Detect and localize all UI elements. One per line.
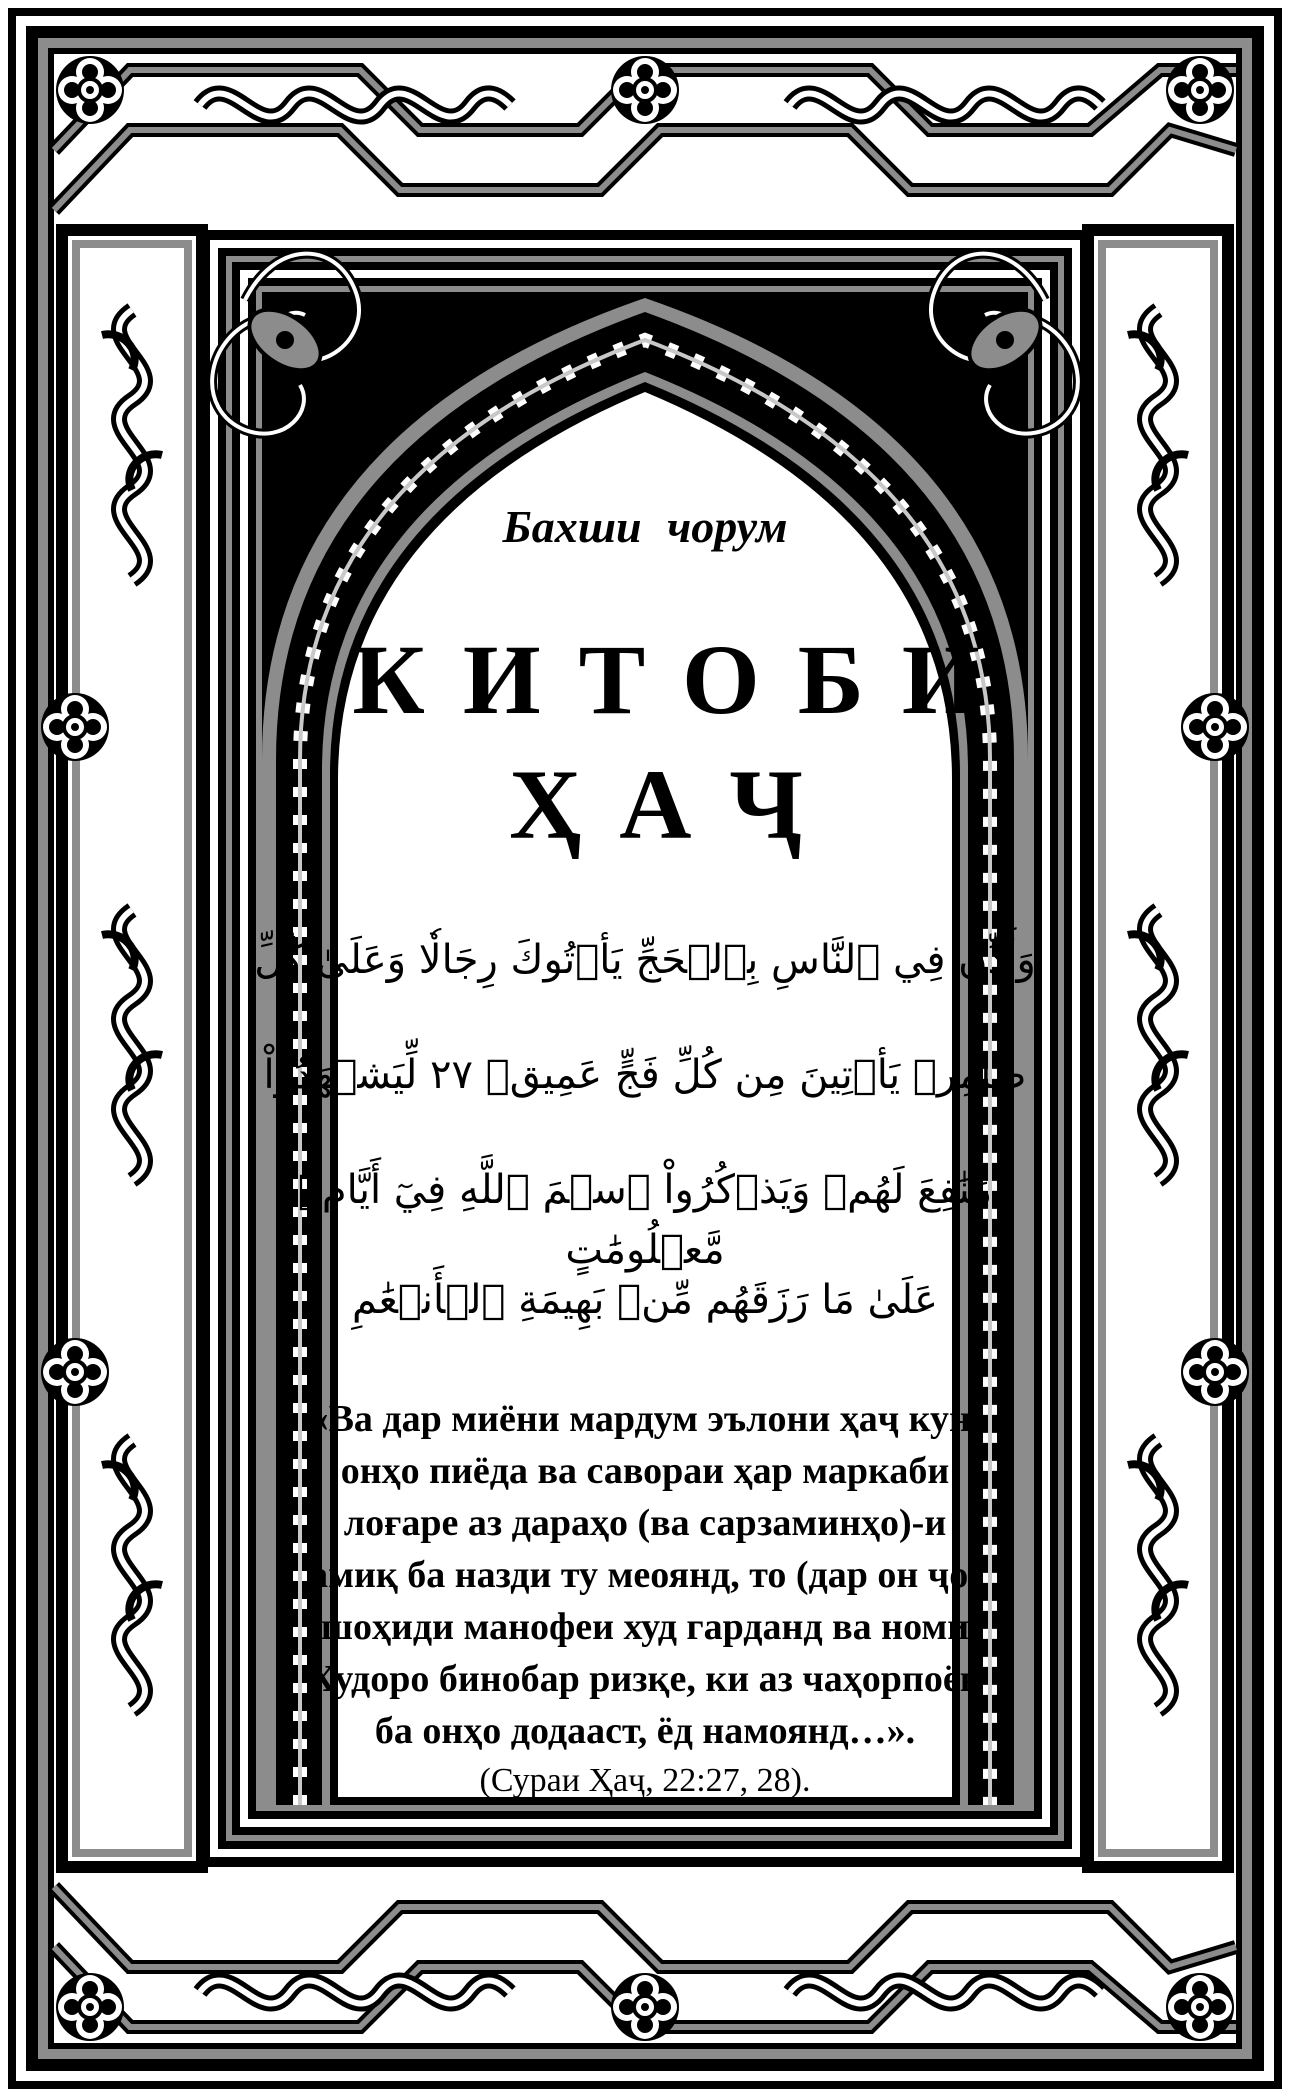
arabic-verse-line: وَأَذِّن فِي ٱلنَّاسِ بِٱلۡحَجِّ يَأۡتُوكَ رِجَالٗا وَعَلَىٰ كُلِّ bbox=[254, 937, 1036, 983]
section-subtitle: Бахши чорум bbox=[502, 501, 788, 552]
verse-source-reference: (Сураи Ҳаҷ, 22:27, 28). bbox=[479, 1762, 811, 1799]
translation-line: онҳо пиёда ва савораи ҳар маркаби bbox=[340, 1450, 950, 1492]
translation-line: лоғаре аз дараҳо (ва сарзаминҳо)-и bbox=[343, 1502, 947, 1544]
translation-line: амиқ ба назди ту меоянд, то (дар он ҷо) bbox=[309, 1554, 981, 1596]
translation-line: Худоро бинобар ризқе, ки аз чаҳорпоён bbox=[308, 1658, 982, 1700]
book-title-line1: КИТОБИ bbox=[352, 624, 1018, 735]
translation-line: шоҳиди манофеи худ гарданд ва номи bbox=[320, 1606, 970, 1648]
arabic-verse-line: ضَامِرٖ يَأۡتِينَ مِن كُلِّ فَجٍّ عَمِيقٖ ٢٧ لِّيَشۡهَدُواْ bbox=[263, 1052, 1027, 1098]
translation-line: «Ва дар миёни мардум эълони ҳаҷ кун, bbox=[309, 1398, 981, 1440]
arabic-verse-line: عَلَىٰ مَا رَزَقَهُم مِّنۢ بَهِيمَةِ ٱلۡأَنۡعَٰمِ bbox=[352, 1277, 938, 1323]
arabic-verse-line: مَنَٰفِعَ لَهُمۡ وَيَذۡكُرُواْ ٱسۡمَ ٱللَّهِ فِيٓ أَيَّامٖ مَّعۡلُومَٰتٍ bbox=[297, 1167, 993, 1273]
translation-line: ба онҳо додааст, ёд намоянд…». bbox=[374, 1710, 916, 1752]
book-title-line2: ҲАҶ bbox=[509, 749, 841, 860]
